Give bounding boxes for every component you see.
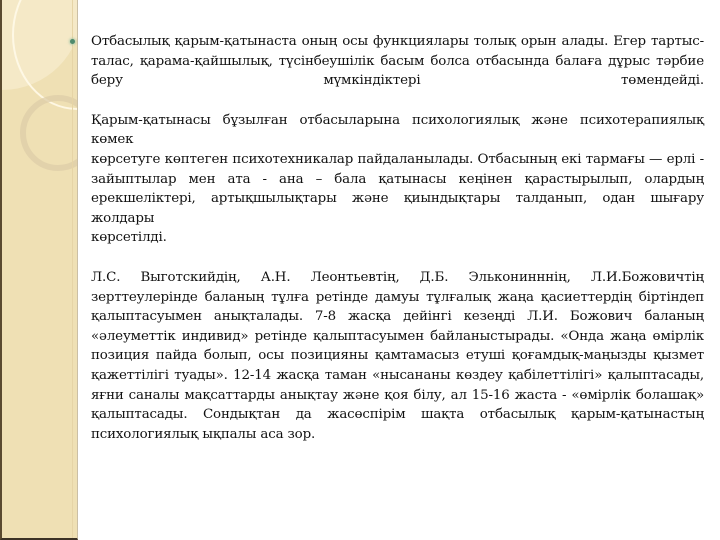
text-line: талас, қарама-қайшылық, түсінбеушілік басым болса отбасында балаға дұрыс тәрбие xyxy=(91,53,704,69)
bullet-icon xyxy=(70,39,75,44)
text-line: Л.С. Выготскийдің, А.Н. Леонтьевтің, Д.Б. Эльконинннің, Л.И.Божовичтің xyxy=(91,269,704,285)
text-line: қалыптасуымен анықталады. 7-8 жасқа дейінгі кезеңді Л.И. Божович баланың xyxy=(91,309,704,325)
text-line: психологиялық ықпалы аса зор. xyxy=(91,426,316,442)
slide-body xyxy=(91,32,704,464)
text-line: зерттеулерінде баланың тұлға ретінде дамуы тұлғалық жаңа қасиеттердің біртіндеп xyxy=(91,289,704,305)
decorative-side-panel xyxy=(0,0,78,540)
text-line: беру мүмкіндіктері төмендейді. xyxy=(91,73,704,89)
text-line: қажеттілігі туады». 12-14 жасқа таман «нысананы көздеу қабілеттілігі» қалыптасады, xyxy=(91,367,704,383)
paragraph-3 xyxy=(91,268,704,444)
text-line: Қарым-қатынасы бұзылған отбасыларына психологиялық және психотерапиялық көмек xyxy=(91,112,704,148)
text-line: зайыптылар мен ата - ана – бала қатынасы кеңінен қарастырылып, олардың xyxy=(91,171,704,187)
paragraph-2 xyxy=(91,111,704,248)
decorative-ring xyxy=(12,0,78,110)
decorative-ring xyxy=(20,95,78,171)
paragraph-1 xyxy=(91,32,704,91)
text-line: позиция пайда болып, осы позицияны қамтамасыз етуші қоғамдық-маңызды қызмет xyxy=(91,348,704,364)
text-line: көрсетілді. xyxy=(91,230,167,246)
text-line: көрсетуге көптеген психотехникалар пайдаланылады. Отбасының екі тармағы — ерлі - xyxy=(91,151,704,167)
text-line: ерекшеліктері, артықшылықтары және қиындықтары талданып, одан шығару жолдары xyxy=(91,191,704,226)
text-line: «әлеуметтік индивид» ретінде қалыптасуымен байланыстырады. «Онда жаңа өмірлік xyxy=(91,328,704,344)
text-line: яғни саналы мақсаттарды анықтау және қоя білу, ал 15-16 жаста - «өмірлік болашақ» xyxy=(91,387,704,403)
text-line: қалыптасады. Сондықтан да жасөспірім шақта отбасылық қарым-қатынастың xyxy=(91,407,704,423)
text-line: Отбасылық қарым-қатынаста оның осы функциялары толық орын алады. Егер тартыс- xyxy=(91,34,704,49)
decorative-line xyxy=(72,0,73,538)
